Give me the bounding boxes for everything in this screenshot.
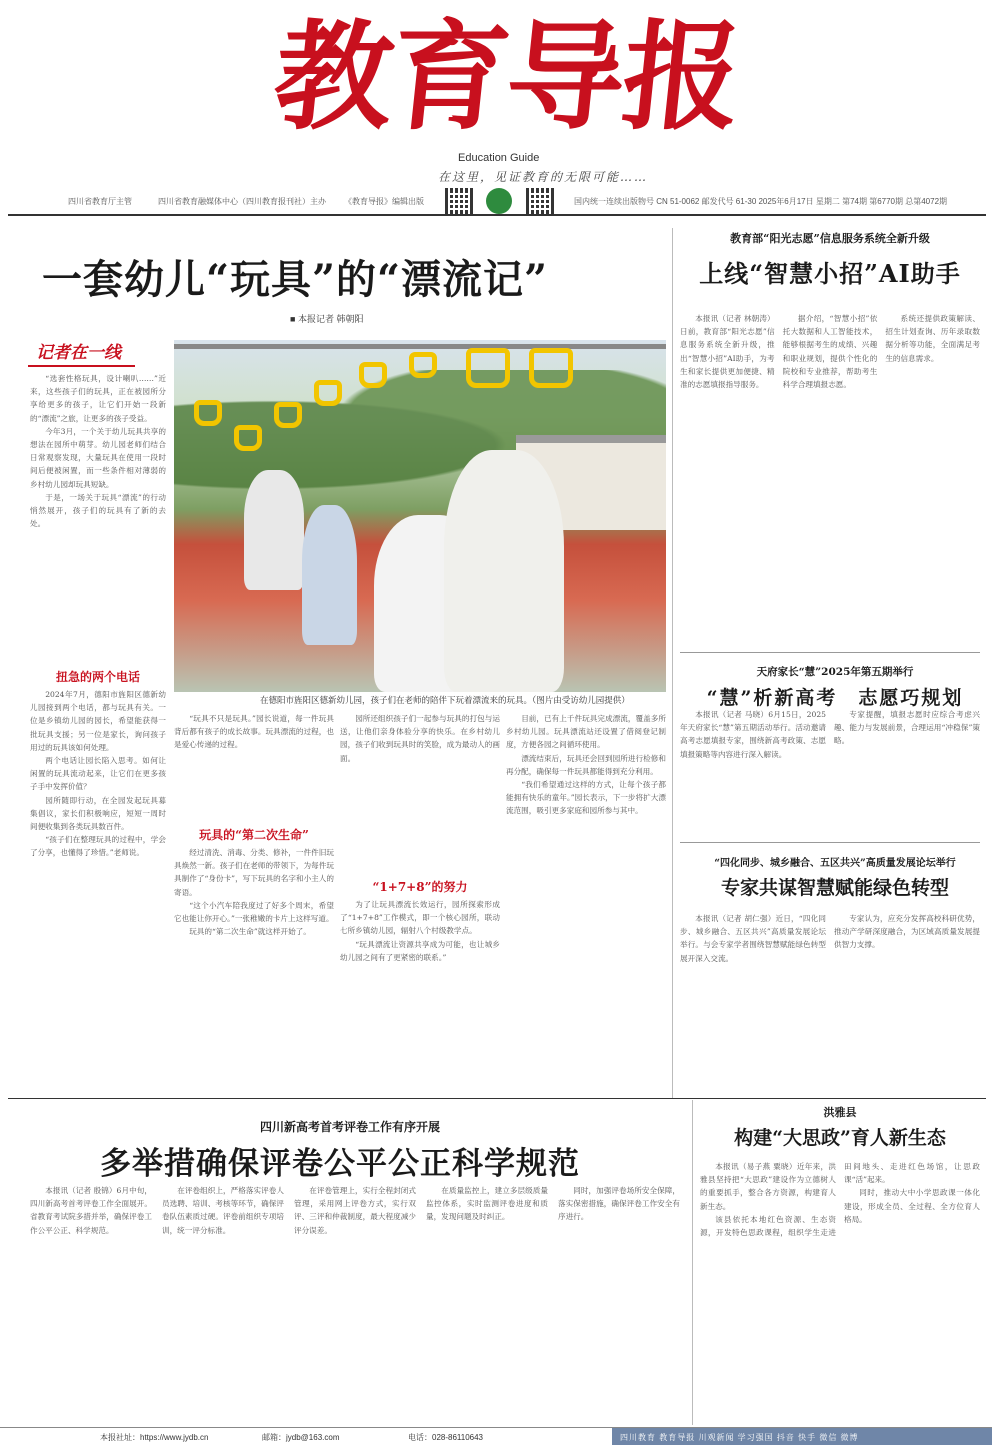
lead-photo [174,340,666,692]
bottom-headline[interactable]: 多举措确保评卷公平公正科学规范 [100,1146,580,1182]
article-text: 本报讯（易子燕 粟晓）近年来，洪雅县坚持把“大思政”建设作为立德树人的重要抓手，整合各方资源，构建育人新生态。 该县依托本地红色资源、生态资源，开发特色思政课程，组织学生走进田间地头、走进红色场馆，让思政课“活”起来。 同时，推动大中小学思政课一体化建设，形成全员、全过程、全方位育人格局。 [700,1162,980,1238]
footer-media-links[interactable]: 四川教育 教育导报 川观新闻 学习强国 抖音 快手 微信 微博 [612,1428,992,1445]
info-sponsor: 四川省教育融媒体中心（四川教育报刊社）主办 [158,197,326,206]
right-top-title[interactable]: 上线“智慧小招”AI助手 [699,259,961,288]
slogan: 在这里，见证教育的无限可能…… [438,170,649,184]
column-divider [672,228,673,1098]
right-mid-kicker: 天府家长“慧”2025年第五期举行 [756,666,914,678]
photo-caption: 在德阳市旌阳区德新幼儿园，孩子们在老师的陪伴下玩着漂流来的玩具。（图片由受访幼儿园提供） [260,695,630,705]
right-mid2-title[interactable]: 专家共谋智慧赋能绿色转型 [720,877,949,899]
article-text: 本报讯（记者 林朝涛）日前，教育部“阳光志愿”信息服务系统全新升级，推出“智慧小招”AI助手，为考生和家长提供更加便捷、精准的志愿填报指导服务。 据介绍，“智慧小招”依托大数据和人工智能技术，能够根据考生的成绩、兴趣和职业规划，提供个性化的院校和专业推荐，帮助考生科学合理填报志愿。 系统还提供政策解读、招生计划查询、历年录取数据分析等功能，全面满足考生的信息需求。 [680,314,980,390]
right-top-kicker: 教育部“阳光志愿”信息服务系统全新升级 [730,232,930,245]
qr-code-icon[interactable] [526,188,554,214]
article-text: 目前，已有上千件玩具完成漂流，覆盖多所乡村幼儿园。玩具漂流站还设置了借阅登记制度，方便各园之间循环使用。 漂流结束后，玩具还会回到园所进行检修和再分配，确保每一件玩具都能得到充分利用。 “我们希望通过这样的方式，让每个孩子都能拥有快乐的童年。”园长表示，下一步将扩大漂流范围，吸引更多家庭和园所参与其中。 [506,714,666,816]
lead-byline: ■ 本报记者 韩朝阳 [290,312,363,325]
footer [0,1427,992,1445]
article-text: 园所还组织孩子们一起参与玩具的打包与运送，让他们亲身体验分享的快乐。在乡村幼儿园，孩子们收到玩具时的笑脸，成为最动人的画面。 [340,714,500,763]
right-bottom-story [700,1104,980,1150]
article-text: “玩具不只是玩具。”园长说道，每一件玩具背后都有孩子的成长故事。玩具漂流的过程，也是爱心传递的过程。 [174,714,334,750]
subhead: 玩具的“第二次生命” [199,828,309,842]
column-divider [692,1100,693,1425]
right-bottom-kicker: 洪雅县 [823,1106,857,1119]
info-issue: 国内统一连续出版物号 CN 51-0062 邮发代号 61-30 2025年6月17日 星期二 第74期 第6770期 总第4072期 [574,197,948,206]
info-publisher: 《教育导报》编辑出版 [344,197,424,206]
section-tag: 记者在一线 [36,338,121,363]
lead-headline[interactable]: 一套幼儿“玩具”的“漂流记” [42,256,549,303]
right-mid-title[interactable]: “慧”析新高考 志愿巧规划 [706,687,964,709]
right-top-story [680,230,980,289]
qr-code-icon[interactable] [445,188,473,214]
footer-email[interactable]: 邮箱：jydb@163.com [262,1433,340,1442]
article-text: 本报讯（记者 殷锦）6月中旬，四川新高考首考评卷工作全面展开。省教育考试院多措并举，确保评卷工作公平公正、科学规范。 在评卷组织上，严格落实评卷人员选聘、培训、考核等环节，确保评卷队伍素质过硬。评卷前组织专项培训，统一评分标准。 在评卷管理上，实行全程封闭式管理，采用网上评卷方式，实行双评、三评和仲裁制度，最大程度减少评分误差。 在质量监控上，建立多层级质量监控体系，实时监测评卷进度和质量，发现问题及时纠正。 同时，加强评卷场所安全保障，落实保密措施，确保评卷工作安全有序进行。 [30,1186,680,1235]
article-text: 2024年7月，德阳市旌阳区德新幼儿园接到两个电话，都与玩具有关。一位是乡镇幼儿园的园长，希望能获得一批玩具支援；另一位是家长，询问孩子用过的玩具该如何处理。 两个电话让园长陷入思考。如何让闲置的玩具流动起来，让它们在更多孩子手中发挥价值？ 园所随即行动，在全园发起玩具募集倡议，家长们积极响应，短短一周时间便收集到各类玩具数百件。 “孩子们在整理玩具的过程中，学会了分享，也懂得了珍惜。”老师说。 [30,690,166,858]
masthead [0,0,992,210]
right-mid-story [690,664,980,710]
article-text: “选套性格玩具，设计喇叭……”近来，这些孩子们的玩具，正在被园所分享给更多的孩子，让它们开始一段新的“漂流”之旅，让更多的孩子受益。 今年3月，一个关于幼儿玩具共享的想法在园所中萌芽。幼儿园老师们结合日常观察发现，大量玩具在使用一段时间后便被闲置，而一些条件相对薄弱的乡村幼儿园却玩具短缺。 于是，一场关于玩具“漂流”的行动悄然展开，孩子们的玩具有了新的去处。 [30,374,166,529]
newspaper-logo: 教育导报 [267,7,747,146]
article-text: 本报讯（记者 马晓）6月15日，2025年天府家长“慧”第五期活动举行。活动邀请高考志愿填报专家，围绕新高考政策、志愿填报策略等内容进行深入解读。 专家提醒，填报志愿时应综合考虑兴趣、能力与发展前景，合理运用“冲稳保”策略。 [680,710,980,759]
right-mid2-kicker: “四化同步、城乡融合、五区共兴”高质量发展论坛举行 [714,858,956,869]
article-text: 为了让玩具漂流长效运行，园所探索形成了“1+7+8”工作模式，即一个核心园所，联动七所乡镇幼儿园，辐射八个村级教学点。 “玩具漂流让资源共享成为可能，也让城乡幼儿园之间有了更紧密的联系。” [340,900,500,962]
right-mid2-story [690,854,980,900]
article-text: 本报讯（记者 胡仁强）近日，“四化同步、城乡融合、五区共兴”高质量发展论坛举行。与会专家学者围绕智慧赋能绿色转型展开深入交流。 专家认为，应充分发挥高校科研优势，推动产学研深度融合，为区域高质量发展提供智力支撑。 [680,914,980,963]
logo-english: Education Guide [458,152,540,164]
right-bottom-title[interactable]: 构建“大思政”育人新生态 [734,1127,946,1149]
article-text: 经过清洗、消毒、分类、修补，一件件旧玩具焕然一新。孩子们在老师的带领下，为每件玩具制作了“身份卡”，写下玩具的名字和小主人的寄语。 “这个小汽车陪我度过了好多个周末，希望它也能让你开心。”一张稚嫩的卡片上这样写道。 玩具的“第二次生命”就这样开始了。 [174,848,334,937]
bottom-kicker: 四川新高考首考评卷工作有序开展 [259,1120,440,1134]
section-divider [8,1098,986,1099]
info-bar [8,190,986,216]
subhead: “1+7+8”的努力 [372,880,468,894]
subhead: 扭急的两个电话 [55,670,140,684]
emblem-icon [486,188,512,214]
footer-phone: 电话：028-86110643 [408,1433,484,1442]
info-supervisor: 四川省教育厅主管 [68,197,132,206]
section-divider [680,652,980,653]
footer-website[interactable]: 本报社址：https://www.jydb.cn [100,1433,209,1442]
section-divider [680,842,980,843]
